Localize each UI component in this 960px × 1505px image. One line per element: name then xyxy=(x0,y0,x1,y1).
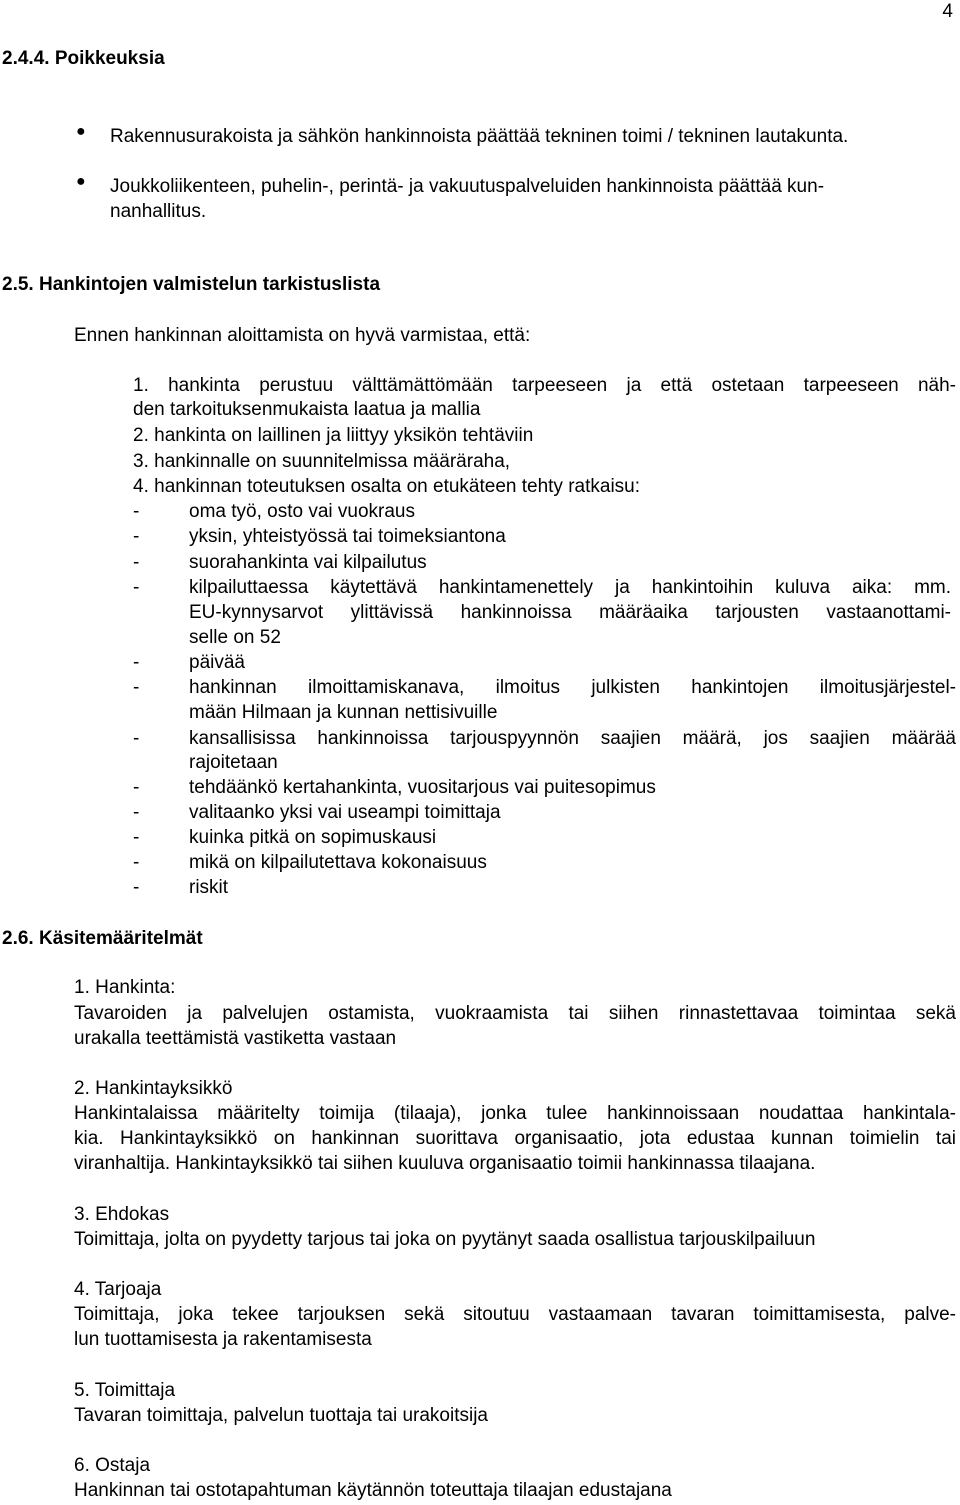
bullet-text: Rakennusurakoista ja sähkön hankinnoista päättää tekninen toimi / tekninen lautakunta. xyxy=(110,126,849,147)
bullet-text: nanhallitus. xyxy=(110,201,207,222)
dash-item-text: yksin, yhteistyössä tai toimeksiantona xyxy=(189,526,506,547)
dash-item-text: mään Hilmaan ja kunnan nettisivuille xyxy=(189,702,498,723)
dash-marker: - xyxy=(133,652,140,673)
definition-term: 2. Hankintayksikkö xyxy=(74,1078,233,1099)
definition-text: urakalla teettämistä vastiketta vastaan xyxy=(74,1028,397,1049)
checklist-item: 4. hankinnan toteutuksen osalta on etukäteen tehty ratkaisu: xyxy=(133,476,641,497)
definition-text: Tavaroiden ja palvelujen ostamista, vuokraamista tai siihen rinnastettavaa toimintaa sekä xyxy=(74,1003,956,1024)
section-heading-2-4-4: 2.4.4. Poikkeuksia xyxy=(2,48,165,69)
bullet-icon: ● xyxy=(76,123,86,140)
dash-item-text: hankinnan ilmoittamiskanava, ilmoitus julkisten hankintojen ilmoitusjärjestel- xyxy=(189,677,956,698)
dash-item-text: kansallisissa hankinnoissa tarjouspyynnön saajien määrä, jos saajien määrää xyxy=(189,728,956,749)
page-number: 4 xyxy=(942,1,953,22)
definition-term: 4. Tarjoaja xyxy=(74,1279,162,1300)
bullet-text: Joukkoliikenteen, puhelin-, perintä- ja vakuutuspalveluiden hankinnoista päättää kun- xyxy=(110,176,825,197)
definition-text: kia. Hankintayksikkö on hankinnan suorittava organisaatio, jota edustaa kunnan toimielin tai xyxy=(74,1128,956,1149)
definition-term: 3. Ehdokas xyxy=(74,1204,170,1225)
dash-item-text: tehdäänkö kertahankinta, vuositarjous vai puitesopimus xyxy=(189,777,656,798)
dash-item-text: selle on 52 xyxy=(189,627,281,648)
checklist-intro: Ennen hankinnan aloittamista on hyvä varmistaa, että: xyxy=(74,325,531,346)
checklist-item: 3. hankinnalle on suunnitelmissa määräraha, xyxy=(133,451,511,472)
definition-text: Hankintalaissa määritelty toimija (tilaaja), jonka tulee hankinnoissaan noudattaa hankintala- xyxy=(74,1103,956,1124)
dash-marker: - xyxy=(133,852,140,873)
definition-term: 5. Toimittaja xyxy=(74,1380,176,1401)
dash-item-text: suorahankinta vai kilpailutus xyxy=(189,552,427,573)
checklist-item: 2. hankinta on laillinen ja liittyy yksikön tehtäviin xyxy=(133,425,534,446)
section-heading-2-6: 2.6. Käsitemääritelmät xyxy=(2,928,203,949)
dash-marker: - xyxy=(133,802,140,823)
dash-marker: - xyxy=(133,777,140,798)
dash-item-text: päivää xyxy=(189,652,245,673)
dash-item-text: kuinka pitkä on sopimuskausi xyxy=(189,827,437,848)
bullet-icon: ● xyxy=(76,173,86,190)
dash-item-text: valitaanko yksi vai useampi toimittaja xyxy=(189,802,501,823)
definition-text: Toimittaja, jolta on pyydetty tarjous tai joka on pyytänyt saada osallistua tarjouskilpailuun xyxy=(74,1229,816,1250)
dash-item-text: oma työ, osto vai vuokraus xyxy=(189,501,415,522)
definition-text: lun tuottamisesta ja rakentamisesta xyxy=(74,1329,372,1350)
dash-item-text: riskit xyxy=(189,877,229,898)
checklist-item: den tarkoituksenmukaista laatua ja mallia xyxy=(133,399,481,420)
dash-item-text: EU-kynnysarvot ylittävissä hankinnoissa määräaika tarjousten vastaanottami- xyxy=(189,602,951,623)
dash-item-text: mikä on kilpailutettava kokonaisuus xyxy=(189,852,487,873)
dash-item-text: kilpailuttaessa käytettävä hankintamenettely ja hankintoihin kuluva aika: mm. xyxy=(189,577,951,598)
definition-term: 6. Ostaja xyxy=(74,1455,151,1476)
definition-text: Tavaran toimittaja, palvelun tuottaja tai urakoitsija xyxy=(74,1405,489,1426)
definition-text: viranhaltija. Hankintayksikkö tai siihen kuuluva organisaatio toimii hankinnassa tilaajana. xyxy=(74,1153,816,1174)
dash-marker: - xyxy=(133,552,140,573)
definition-text: Hankinnan tai ostotapahtuman käytännön toteuttaja tilaajan edustajana xyxy=(74,1480,672,1501)
dash-marker: - xyxy=(133,728,140,749)
dash-marker: - xyxy=(133,677,140,698)
definition-text: Toimittaja, joka tekee tarjouksen sekä sitoutuu vastaamaan tavaran toimittamisesta, palve- xyxy=(74,1304,956,1325)
checklist-item: 1. hankinta perustuu välttämättömään tarpeeseen ja että ostetaan tarpeeseen näh- xyxy=(133,375,956,396)
dash-marker: - xyxy=(133,526,140,547)
dash-marker: - xyxy=(133,827,140,848)
dash-marker: - xyxy=(133,877,140,898)
dash-marker: - xyxy=(133,577,140,598)
dash-item-text: rajoitetaan xyxy=(189,752,278,773)
dash-marker: - xyxy=(133,501,140,522)
section-heading-2-5: 2.5. Hankintojen valmistelun tarkistuslista xyxy=(2,274,381,295)
definition-term: 1. Hankinta: xyxy=(74,977,176,998)
